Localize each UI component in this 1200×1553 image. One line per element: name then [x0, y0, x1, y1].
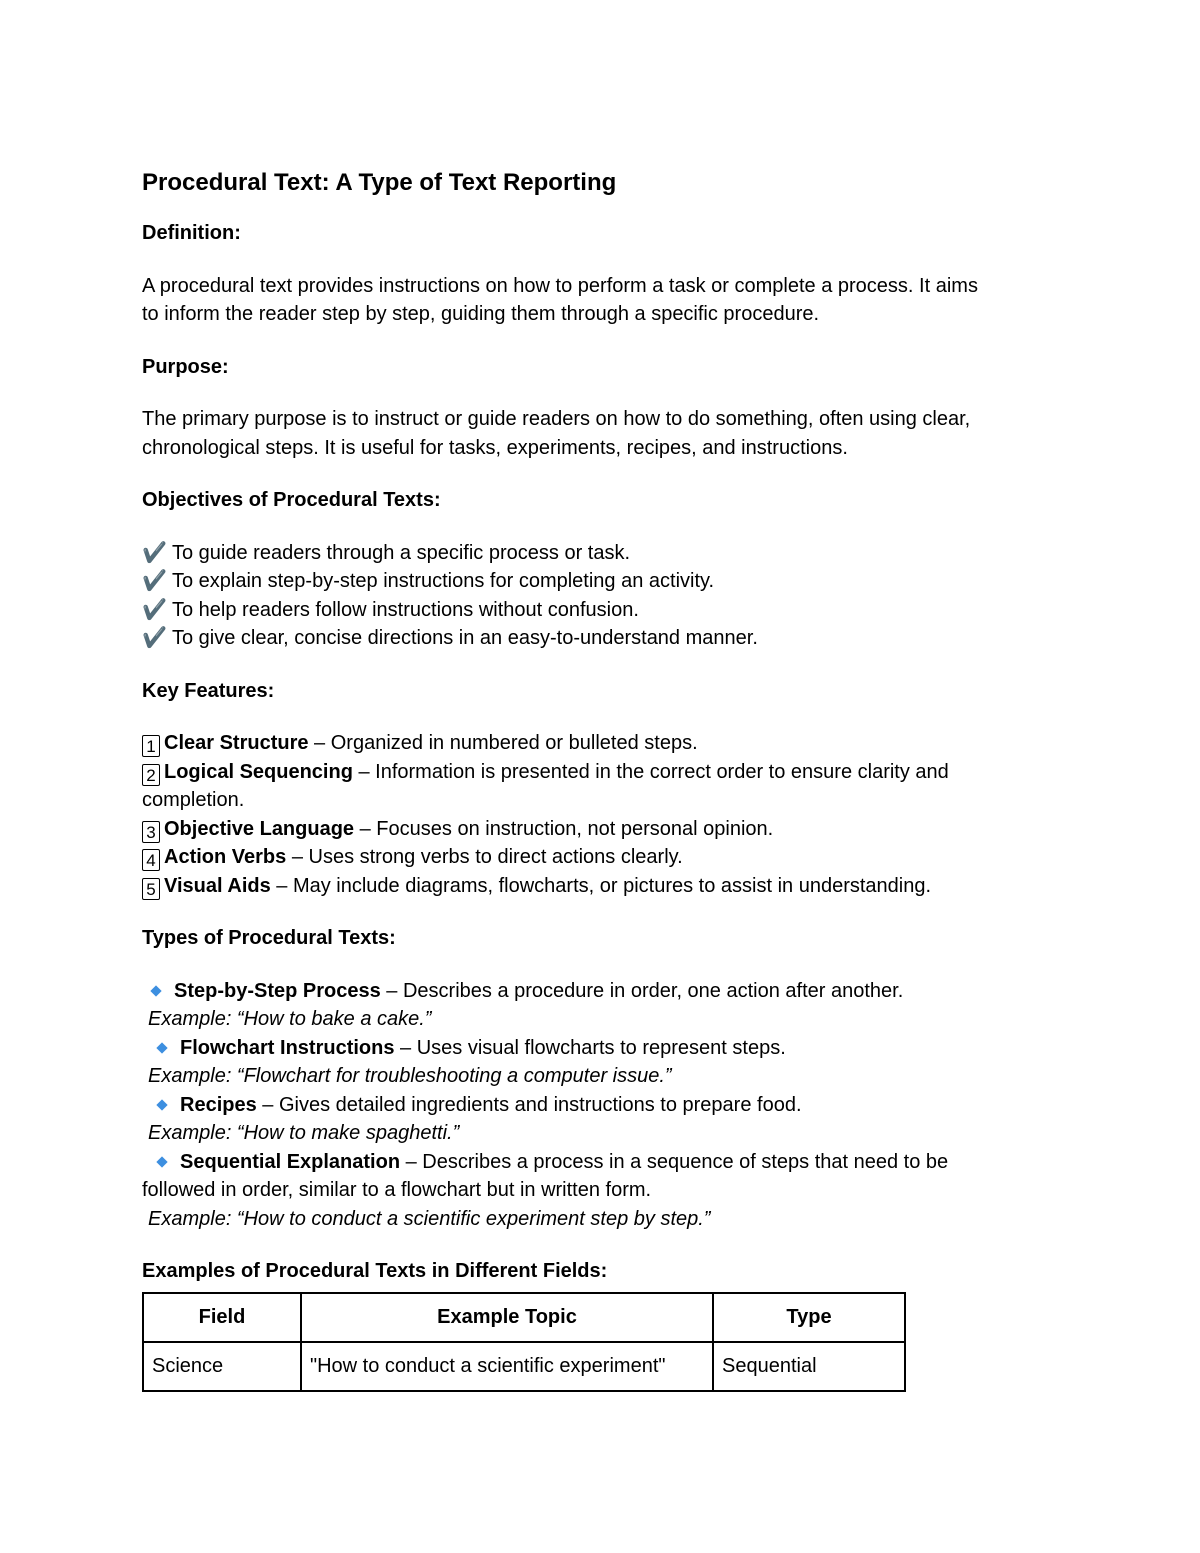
number-4-icon: 4 [142, 849, 160, 871]
objective-item: ✔️ To explain step-by-step instructions for completing an activity. [142, 567, 1062, 596]
purpose-line: The primary purpose is to instruct or guide readers on how to do something, often using clear, [142, 408, 971, 430]
definition-paragraph [142, 272, 1062, 329]
diamond-icon [156, 1156, 167, 1167]
check-icon: ✔️ [142, 570, 167, 592]
type-item: Flowchart Instructions – Uses visual flowcharts to represent steps. [142, 1034, 1062, 1063]
table-row [143, 1342, 905, 1391]
table-header-cell: Example Topic [301, 1293, 713, 1342]
definition-line: A procedural text provides instructions on how to perform a task or complete a process. It aims [142, 274, 978, 297]
feature-item: 5 Visual Aids – May include diagrams, flowcharts, or pictures to assist in understanding. [142, 872, 1062, 901]
diamond-icon [156, 1042, 167, 1053]
feature-item: 1 Clear Structure – Organized in numbered or bulleted steps. [142, 729, 1062, 758]
purpose-heading: Purpose: [142, 355, 229, 378]
examples-heading: Examples of Procedural Texts in Different Fields: [142, 1260, 608, 1282]
features-list [142, 729, 1062, 900]
definition-line: to inform the reader step by step, guiding them through a specific procedure. [142, 303, 820, 325]
type-example: Example: “How to conduct a scientific experiment step by step.” [148, 1207, 711, 1230]
feature-item: 4 Action Verbs – Uses strong verbs to direct actions clearly. [142, 843, 1062, 872]
table-cell: "How to conduct a scientific experiment" [301, 1342, 713, 1391]
objective-item: ✔️ To give clear, concise directions in an easy-to-understand manner. [142, 624, 1062, 653]
type-item-continuation: followed in order, similar to a flowchart but in written form. [142, 1179, 652, 1201]
number-3-icon: 3 [142, 821, 160, 843]
type-example: Example: “Flowchart for troubleshooting a computer issue.” [148, 1065, 672, 1087]
objective-item: ✔️ To guide readers through a specific process or task. [142, 539, 1062, 568]
diamond-icon [150, 985, 161, 996]
types-heading: Types of Procedural Texts: [142, 927, 396, 949]
document-page [142, 166, 1062, 1392]
objectives-list [142, 539, 1062, 653]
examples-table [142, 1292, 906, 1392]
purpose-paragraph [142, 405, 1062, 462]
type-item: Step-by-Step Process – Describes a procedure in order, one action after another. [142, 977, 1062, 1006]
feature-item: 3 Objective Language – Focuses on instruction, not personal opinion. [142, 815, 1062, 844]
document-title: Procedural Text: A Type of Text Reporting [142, 169, 617, 196]
table-cell: Science [143, 1342, 301, 1391]
feature-item-continuation: completion. [142, 789, 245, 811]
check-icon: ✔️ [142, 598, 167, 621]
diamond-icon [156, 1099, 167, 1110]
type-example: Example: “How to make spaghetti.” [148, 1122, 460, 1144]
purpose-line: chronological steps. It is useful for tasks, experiments, recipes, and instructions. [142, 436, 848, 459]
features-heading: Key Features: [142, 679, 275, 702]
type-item: Recipes – Gives detailed ingredients and instructions to prepare food. [142, 1091, 1062, 1120]
table-header-cell: Type [713, 1293, 905, 1342]
table-cell: Sequential [713, 1342, 905, 1391]
definition-heading: Definition: [142, 222, 241, 244]
table-header-cell: Field [143, 1293, 301, 1342]
number-2-icon: 2 [142, 764, 160, 786]
feature-item: 2 Logical Sequencing – Information is presented in the correct order to ensure clarity and [142, 758, 1062, 787]
objectives-heading: Objectives of Procedural Texts: [142, 489, 441, 511]
check-icon: ✔️ [142, 541, 167, 564]
number-1-icon: 1 [142, 735, 160, 757]
types-list [142, 977, 1062, 1234]
type-item: Sequential Explanation – Describes a process in a sequence of steps that need to be [142, 1148, 1062, 1177]
number-5-icon: 5 [142, 878, 160, 900]
type-example: Example: “How to bake a cake.” [148, 1008, 432, 1030]
check-icon: ✔️ [142, 627, 167, 649]
objective-item: ✔️ To help readers follow instructions without confusion. [142, 596, 1062, 625]
table-header-row [143, 1293, 905, 1342]
